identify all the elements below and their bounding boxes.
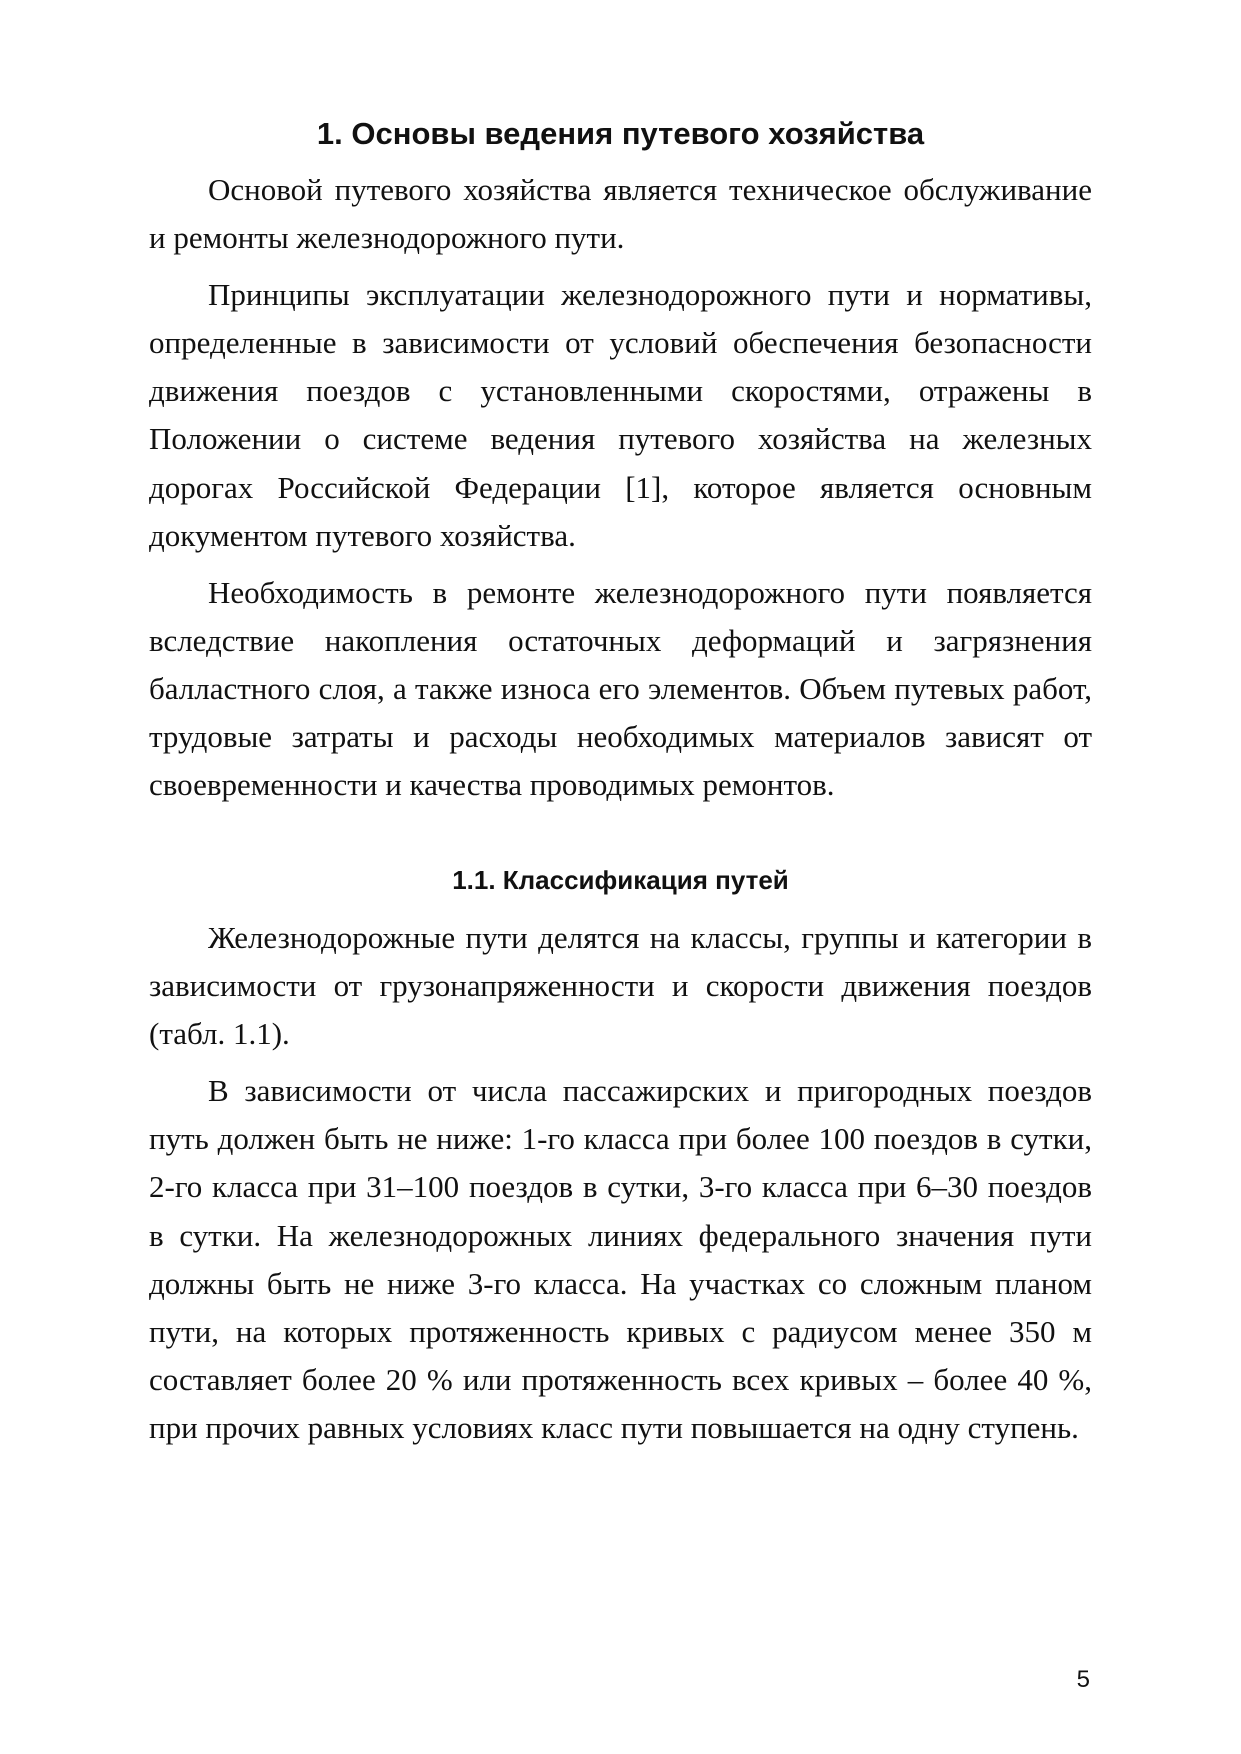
subsection-body [149, 914, 1092, 1452]
section-body [149, 166, 1092, 809]
paragraph: Основой путевого хозяйства является техническое обслуживание и ремонты железнодорожного пути. [149, 172, 1092, 256]
subsection-title: 1.1. Классификация путей [452, 865, 789, 895]
paragraph: Железнодорожные пути делятся на классы, группы и категории в зависимости от грузонапряженности и скорости движения поездов (табл. 1.1). [149, 920, 1092, 1052]
section-title: 1. Основы ведения путевого хозяйства [316, 116, 925, 151]
paragraph: Необходимость в ремонте железнодорожного пути появляется вследствие накопления остаточных деформаций и загрязнения балластного слоя, а также износа его элементов. Объем путевых работ, трудовые затраты и расходы необходимых материалов зависят от своевременности и качества проводимых ремонтов. [149, 574, 1092, 803]
paragraph: Принципы эксплуатации железнодорожного пути и нормативы, определенные в зависимости от условий обеспечения безопасности движения поездов с установленными скоростями, отражены в Положении о системе ведения путевого хозяйства на железных дорогах Российской Федерации [1], которое является основным документом путевого хозяйства. [149, 277, 1092, 553]
page-number: 5 [1076, 1666, 1090, 1693]
paragraph: В зависимости от числа пассажирских и пригородных поездов путь должен быть не ниже: 1-го класса при более 100 поездов в сутки, 2-го класса при 31–100 поездов в сутки, 3-го класса при 6–30 поездов в сутки. На железнодорожных линиях федерального значения пути должны быть не ниже 3-го класса. На участках со сложным планом пути, на которых протяженность кривых с радиусом менее 350 м составляет более 20 % или протяженность всех кривых – более 40 %, при прочих равных условиях класс пути повышается на одну ступень. [149, 1073, 1092, 1445]
